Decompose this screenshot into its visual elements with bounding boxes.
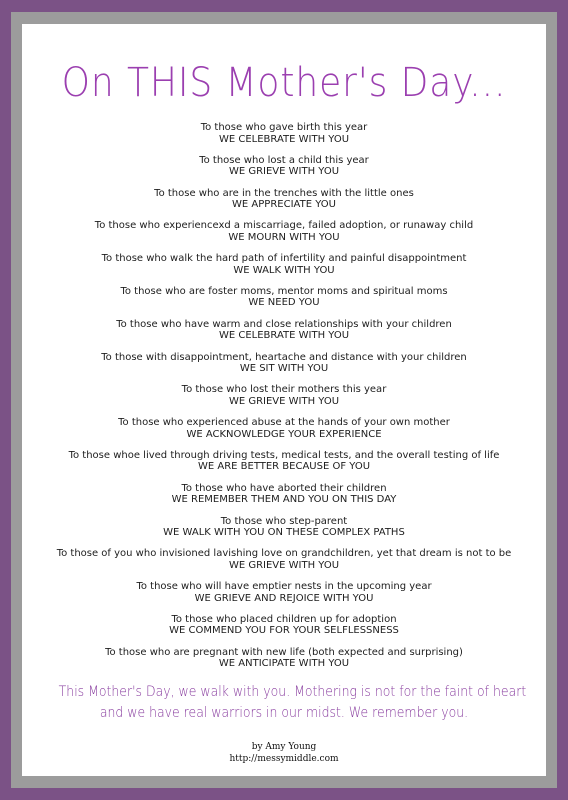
stanza-response: WE ARE BETTER BECAUSE OF YOU (197, 461, 371, 473)
poster-title: On THIS Mother's Day... (61, 60, 507, 106)
stanza-response: WE REMEMBER THEM AND YOU ON THIS DAY (171, 494, 397, 506)
stanza-dedication: To those who are foster moms, mentor moms and spiritual moms (120, 285, 448, 297)
stanza-response: WE CELEBRATE WITH YOU (218, 133, 350, 145)
stanza (22, 581, 546, 614)
stanza-response: WE APPRECIATE YOU (232, 199, 336, 211)
stanza (22, 286, 546, 319)
stanza-dedication: To those who step-parent (220, 515, 348, 527)
stanza-response: WE ANTICIPATE WITH YOU (218, 658, 350, 670)
closing-line-1: This Mother's Day, we walk with you. Mothering is not for the faint of heart (58, 684, 527, 700)
stanza (22, 319, 546, 352)
stanza (22, 516, 546, 549)
stanza (22, 155, 546, 188)
stanza (22, 188, 546, 221)
closing-line-2: and we have real warriors in our midst. We remember you. (99, 705, 469, 721)
stanza (22, 450, 546, 483)
stanza-dedication: To those with disappointment, heartache and distance with your children (101, 351, 467, 363)
stanza-dedication: To those who have warm and close relationships with your children (116, 318, 452, 330)
stanza-response: WE GRIEVE WITH YOU (228, 166, 340, 178)
stanza-dedication: To those who gave birth this year (200, 122, 368, 133)
stanza-dedication: To those who will have emptier nests in the upcoming year (136, 581, 432, 593)
stanza (22, 122, 546, 155)
author-name: by Amy Young (251, 742, 317, 752)
stanza (22, 220, 546, 253)
stanza-response: WE GRIEVE AND REJOICE WITH YOU (194, 592, 374, 604)
byline (22, 741, 546, 765)
stanza-dedication: To those who have aborted their children (181, 482, 387, 494)
stanza-dedication: To those whoe lived through driving tests, medical tests, and the overall testing of life (68, 449, 500, 461)
stanza-response: WE GRIEVE WITH YOU (228, 395, 340, 407)
stanza-response: WE MOURN WITH YOU (228, 231, 340, 243)
stanza (22, 384, 546, 417)
stanza-response: WE WALK WITH YOU ON THESE COMPLEX PATHS (163, 527, 405, 539)
stanza-dedication: To those who experiencexd a miscarriage, failed adoption, or runaway child (94, 220, 474, 232)
stanza-response: WE GRIEVE WITH YOU (228, 559, 340, 571)
stanza-dedication: To those who placed children up for adoption (171, 613, 397, 625)
poster-page (22, 24, 546, 776)
stanza-response: WE NEED YOU (248, 297, 320, 309)
stanza-dedication: To those who are pregnant with new life (both expected and surprising) (105, 646, 463, 658)
stanza (22, 614, 546, 647)
stanza-dedication: To those who experienced abuse at the hands of your own mother (118, 417, 450, 429)
stanza (22, 253, 546, 286)
stanza-response: WE SIT WITH YOU (239, 363, 329, 375)
stanza-dedication: To those of you who invisioned lavishing love on grandchildren, yet that dream is not to be (56, 548, 512, 560)
author-url: http://messymiddle.com (229, 754, 339, 764)
stanza-response: WE COMMEND YOU FOR YOUR SELFLESSNESS (169, 625, 399, 637)
stanza-dedication: To those who lost their mothers this year (181, 384, 387, 396)
closing-message (58, 682, 527, 724)
stanza-response: WE CELEBRATE WITH YOU (218, 330, 350, 342)
stanza (22, 352, 546, 385)
stanza (22, 647, 546, 680)
stanza-dedication: To those who are in the trenches with the little ones (154, 187, 414, 199)
stanza-response: WE WALK WITH YOU (233, 264, 335, 276)
stanza-dedication: To those who lost a child this year (199, 154, 369, 166)
stanza (22, 417, 546, 450)
stanza (22, 483, 546, 516)
stanza (22, 548, 546, 581)
stanza-dedication: To those who walk the hard path of infertility and painful disappointment (101, 253, 467, 265)
stanza-response: WE ACKNOWLEDGE YOUR EXPERIENCE (186, 428, 382, 440)
stanza-list (22, 122, 546, 680)
